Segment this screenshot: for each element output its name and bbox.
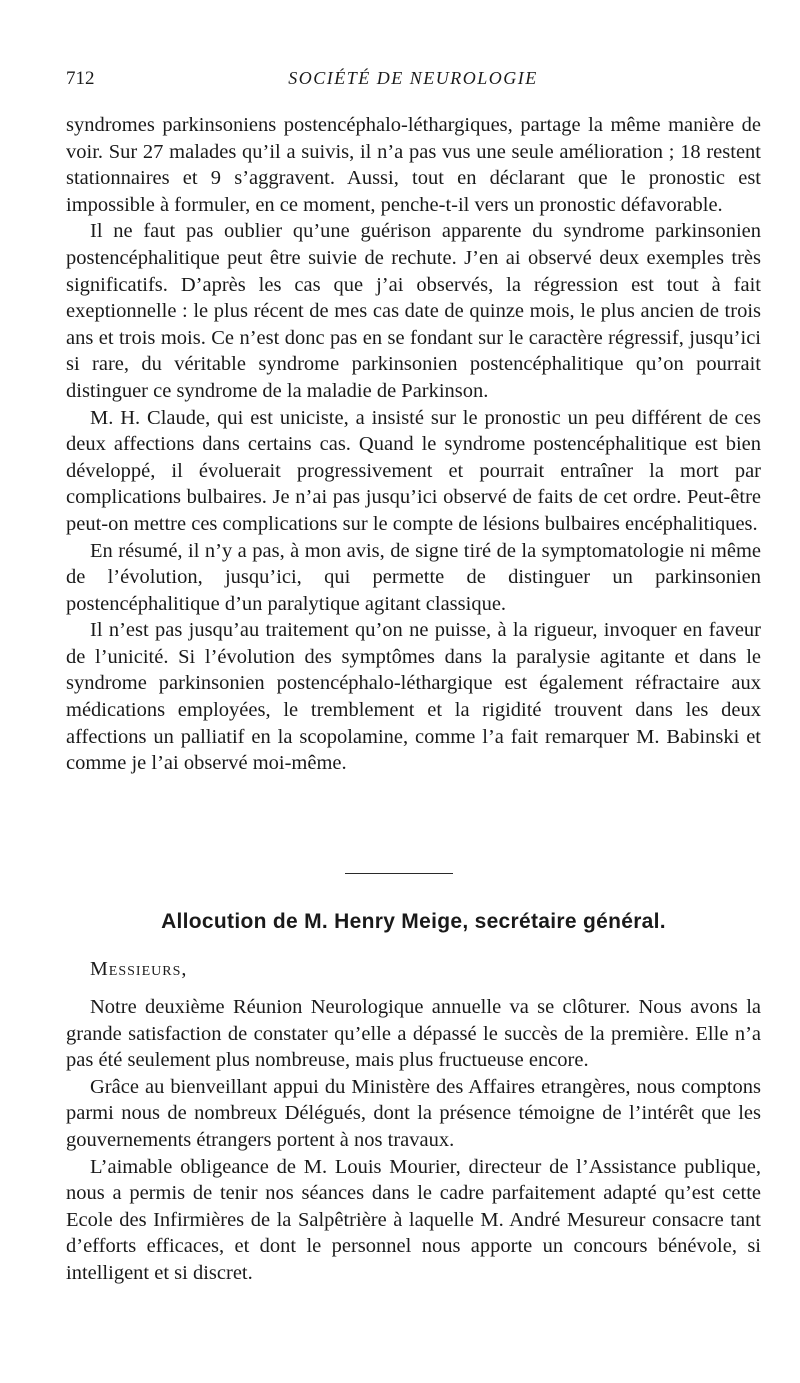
section-title: Allocution de M. Henry Meige, secrétaire général. — [161, 910, 666, 933]
journal-title: SOCIÉTÉ DE NEUROLOGIE — [288, 68, 538, 88]
paragraph: Il n’est pas jusqu’au traitement qu’on ne puisse, à la rigueur, invoquer en faveur de l’unicité. Si l’évolution des symptômes dans la paralysie agitante et dans le syndrome parkinsonien postencéphalo-léthargique est également réfractaire aux médications employées, le tremblement et la rigidité trouvent dans les deux affections un palliatif en la scopolamine, comme l’a fait remarquer M. Babinski et comme je l’ai observé moi-même. — [66, 619, 761, 775]
paragraph: M. H. Claude, qui est uniciste, a insisté sur le pronostic un peu différent de ces deux affections dans certains cas. Quand le syndrome postencéphalitique est bien développé, il évoluerait progressivement et pourrait entraîner la mort par complications bulbaires. Je n’ai pas jusqu’ici observé de faits de cet ordre. Peut-être peut-on mettre ces complications sur le compte de lésions bulbaires encéphalitiques. — [66, 406, 761, 535]
paragraph: Grâce au bienveillant appui du Ministère des Affaires etrangères, nous comptons parmi nous de nombreux Délégués, dont la présence témoigne de l’intérêt que les gouvernements étrangers portent à nos travaux. — [66, 1075, 761, 1151]
page-number: 712 — [66, 68, 95, 89]
salutation: Messieurs, — [90, 958, 188, 980]
paragraph: Il ne faut pas oublier qu’une guérison apparente du syndrome parkinsonien postencéphalitique peut être suivie de rechute. J’en ai observé deux exemples très significatifs. D’après les cas que j’ai observés, la régression est tout à fait exeptionnelle : le plus récent de mes cas date de quinze mois, le plus ancien de trois ans et trois mois. Ce n’est donc pas en se fondant sur le caractère régressif, jusqu’ici si rare, du véritable syndrome parkinsonien postencéphalitique qu’on pourrait distinguer ce syndrome de la maladie de Parkinson. — [66, 220, 761, 402]
running-header — [66, 68, 760, 96]
allocution-text — [66, 994, 761, 1287]
paragraph: En résumé, il n’y a pas, à mon avis, de signe tiré de la symptomatologie ni même de l’évolution, jusqu’ici, qui permette de distinguer un parkinsonien postencéphalitique d’un paralytique agitant classique. — [66, 539, 761, 615]
paragraph: L’aimable obligeance de M. Louis Mourier, directeur de l’Assistance publique, nous a permis de tenir nos séances dans le cadre parfaitement adapté qu’est cette Ecole des Infirmières de la Salpêtrière à laquelle M. André Mesureur consacre tant d’efforts efficaces, et dont le personnel nous apporte un concours bénévole, si intelligent et si discret. — [66, 1155, 761, 1284]
paragraph: Notre deuxième Réunion Neurologique annuelle va se clôturer. Nous avons la grande satisfaction de constater qu’elle a dépassé le succès de la première. Elle n’a pas été seulement plus nombreuse, mais plus fructueuse encore. — [66, 996, 761, 1072]
paragraph: syndromes parkinsoniens postencéphalo-léthargiques, partage la même manière de voir. Sur 27 malades qu’il a suivis, il n’a pas vus une seule amélioration ; 18 restent stationnaires et 9 s’aggravent. Aussi, tout en déclarant que le pronostic est impossible à formuler, en ce moment, penche-t-il vers un pronostic défavorable. — [66, 114, 761, 216]
discussion-text — [66, 112, 761, 777]
section-divider — [345, 873, 453, 874]
